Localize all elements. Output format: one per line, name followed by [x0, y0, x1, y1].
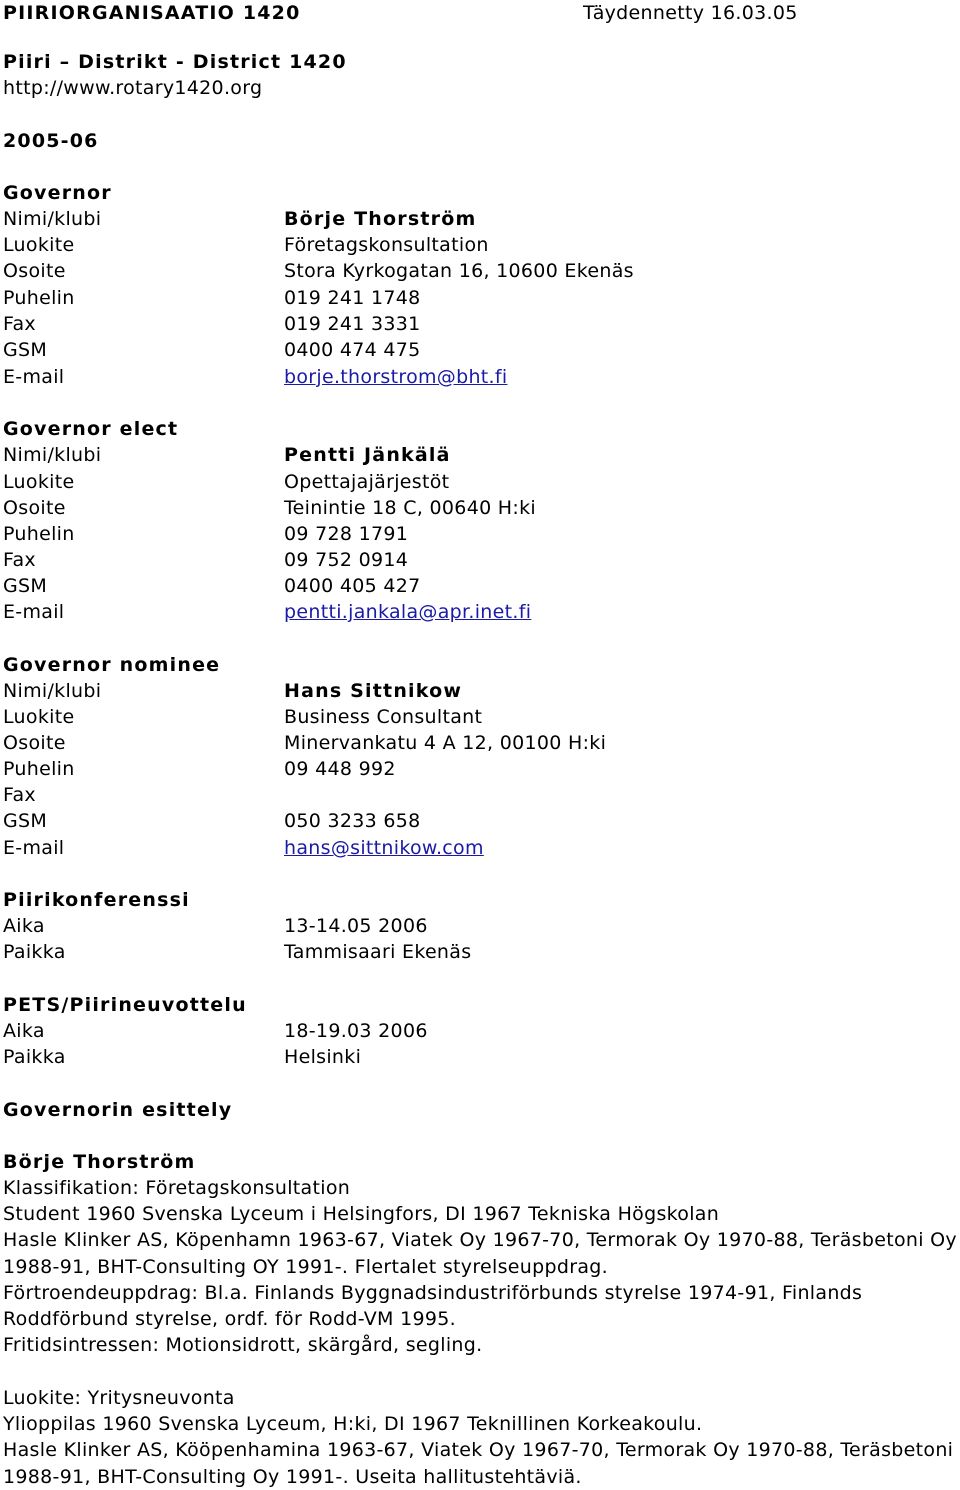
elect-name: Pentti Jänkälä: [284, 444, 451, 466]
governor-elect-heading: Governor elect: [3, 418, 179, 440]
elect-email-label: E-mail: [3, 601, 65, 623]
org-title: PIIRIORGANISAATIO 1420: [3, 2, 301, 24]
governor-email-label: E-mail: [3, 366, 65, 388]
nominee-phone-label: Puhelin: [3, 758, 75, 780]
governor-name-label: Nimi/klubi: [3, 208, 102, 230]
conference-place: Tammisaari Ekenäs: [284, 941, 472, 963]
elect-email-link[interactable]: pentti.jankala@apr.inet.fi: [284, 601, 532, 623]
governor-gsm: 0400 474 475: [284, 339, 421, 361]
nominee-name: Hans Sittnikow: [284, 680, 463, 702]
elect-classification-label: Luokite: [3, 471, 75, 493]
nominee-gsm: 050 3233 658: [284, 810, 421, 832]
elect-gsm: 0400 405 427: [284, 575, 421, 597]
pets-heading: PETS/Piirineuvottelu: [3, 994, 247, 1016]
governor-address: Stora Kyrkogatan 16, 10600 Ekenäs: [284, 260, 634, 282]
governor-fax-label: Fax: [3, 313, 36, 335]
elect-address-label: Osoite: [3, 497, 66, 519]
nominee-phone: 09 448 992: [284, 758, 396, 780]
governor-phone: 019 241 1748: [284, 287, 421, 309]
elect-fax: 09 752 0914: [284, 549, 409, 571]
elect-classification: Opettajajärjestöt: [284, 471, 450, 493]
governor-address-label: Osoite: [3, 260, 66, 282]
nominee-classification: Business Consultant: [284, 706, 483, 728]
district-title: Piiri – Distrikt - District 1420: [3, 51, 347, 73]
elect-address: Teinintie 18 C, 00640 H:ki: [284, 497, 536, 519]
conference-heading: Piirikonferenssi: [3, 889, 190, 911]
nominee-gsm-label: GSM: [3, 810, 48, 832]
presentation-name: Börje Thorström: [3, 1151, 196, 1173]
presentation-paragraph-swedish: Klassifikation: Företagskonsultation Student 1960 Svenska Lyceum i Helsingfors, DI 1967 Tekniska Högskolan Hasle Klinker AS, Köpenhamn 1963-67, Viatek Oy 1967-70, Termorak Oy 1970-88, Teräsbetoni Oy 1988-91, BHT-Consulting OY 1991-. Flertalet styrelseuppdrag. Förtroendeuppdrag: Bl.a. Finlands Byggnadsindustriförbunds styrelse 1974-91, Finlands Roddförbund styrelse, ordf. för Rodd-VM 1995. Fritidsintressen: Motionsidrott, skärgård, segling.: [3, 1177, 957, 1357]
year-heading: 2005-06: [3, 130, 99, 152]
governor-phone-label: Puhelin: [3, 287, 75, 309]
conference-place-label: Paikka: [3, 941, 66, 963]
governor-gsm-label: GSM: [3, 339, 48, 361]
conference-time: 13-14.05 2006: [284, 915, 428, 937]
pets-place-label: Paikka: [3, 1046, 66, 1068]
elect-gsm-label: GSM: [3, 575, 48, 597]
pets-time: 18-19.03 2006: [284, 1020, 428, 1042]
nominee-email-label: E-mail: [3, 837, 65, 859]
elect-phone: 09 728 1791: [284, 523, 409, 545]
governor-email-link[interactable]: borje.thorstrom@bht.fi: [284, 366, 508, 388]
presentation-heading: Governorin esittely: [3, 1099, 233, 1121]
nominee-fax-label: Fax: [3, 784, 36, 806]
governor-nominee-heading: Governor nominee: [3, 654, 221, 676]
nominee-address-label: Osoite: [3, 732, 66, 754]
updated-date: Täydennetty 16.03.05: [583, 2, 798, 24]
elect-phone-label: Puhelin: [3, 523, 75, 545]
pets-time-label: Aika: [3, 1020, 45, 1042]
governor-classification-label: Luokite: [3, 234, 75, 256]
governor-heading: Governor: [3, 182, 112, 204]
nominee-email-link[interactable]: hans@sittnikow.com: [284, 837, 484, 859]
nominee-name-label: Nimi/klubi: [3, 680, 102, 702]
district-url: http://www.rotary1420.org: [3, 77, 263, 99]
pets-place: Helsinki: [284, 1046, 362, 1068]
presentation-paragraph-finnish: Luokite: Yritysneuvonta Ylioppilas 1960 Svenska Lyceum, H:ki, DI 1967 Teknillinen Korkeakoulu. Hasle Klinker AS, Kööpenhamina 1963-67, Viatek Oy 1967-70, Termorak Oy 1970-88, Teräsbetoni 1988-91, BHT-Consulting Oy 1991-. Useita hallitustehtäviä.: [3, 1387, 954, 1488]
governor-classification: Företagskonsultation: [284, 234, 489, 256]
elect-name-label: Nimi/klubi: [3, 444, 102, 466]
nominee-address: Minervankatu 4 A 12, 00100 H:ki: [284, 732, 607, 754]
conference-time-label: Aika: [3, 915, 45, 937]
elect-fax-label: Fax: [3, 549, 36, 571]
governor-name: Börje Thorström: [284, 208, 477, 230]
nominee-classification-label: Luokite: [3, 706, 75, 728]
governor-fax: 019 241 3331: [284, 313, 421, 335]
